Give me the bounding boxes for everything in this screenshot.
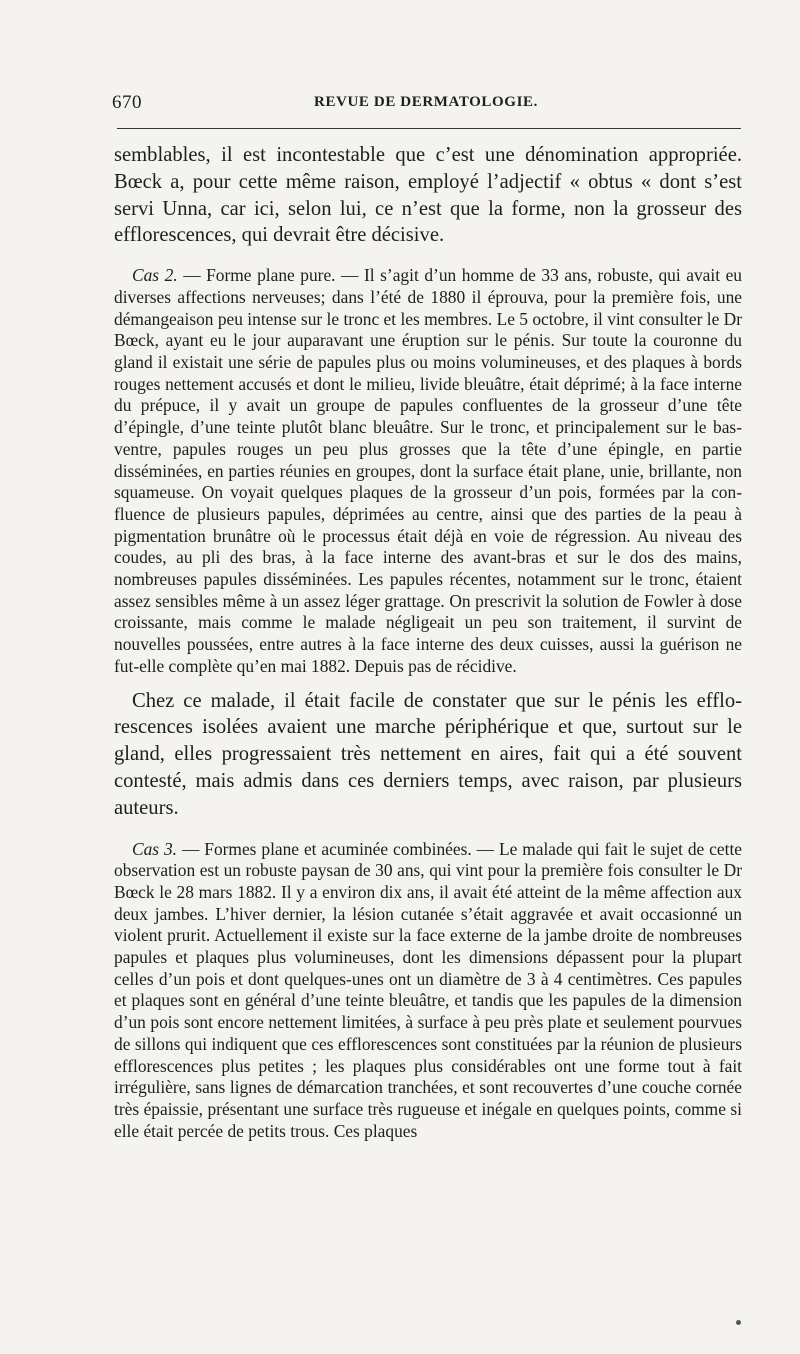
paragraph-intro: semblables, il est incontestable que c’est une dénomination appropriée. Bœck a, pour cette même raison, employé l’adjectif « obtus « dont s’est servi Unna, car ici, selon lui, ce n’est que la forme, non la grosseur des efflorescences, qui devrait être décisive. (114, 144, 742, 247)
case-text: — Forme plane pure. — Il s’agit d’un homme de 33 ans, robuste, qui avait eu diverses affections nerveuses; dans l’été de 1880 il éprouva, pour la première fois, une démangeaison peu intense sur le tronc et les membres. Le 5 octobre, il vint consulter le Dr Bœck, ayant eu le jour auparavant une éruption sur le pénis. Sur toute la couronne du gland il existait une série de papules plus ou moins volumineuses, et des plaques à bords rouges nettement accusés et dont le milieu, livide bleuâtre, était déprimé; à la face interne du prépuce, il y avait un groupe de papules confluentes de la grosseur d’une tête d’épingle, d’une teinte plutôt blanc bleuâtre. Sur le tronc, et principalement sur le bas-ventre, papules rouges un peu plus grosses que la tête d’une épingle, en partie disséminées, en parties réunies en groupes, dont la surface était plane, unie, brillante, non squameuse. On voyait quelques plaques de la grosseur d’un pois, formées par la confluence de plusieurs papules, déprimées au centre, ainsi que des parties de la peau à pigmentation brunâtre où le processus était déjà en voie de régression. Au niveau des coudes, au pli des bras, à la face interne des avant-bras et sur le dos des mains, nombreuses papules disséminées. Les papules récentes, notamment sur le tronc, étaient assez sensibles même à un assez léger grattage. On prescrivit la solution de Fowler à dose croissante, mais comme le malade négligeait un peu son traitement, il survint de nouvelles poussées, entre autres à la face interne des deux cuisses, aussi la guérison ne fut-elle complète qu’en mai 1882. Depuis pas de récidive. (114, 265, 742, 676)
paragraph-commentary: Chez ce malade, il était facile de constater que sur le pénis les efflorescences isolées avaient une marche périphérique et que, surtout sur le gland, elles progressaient très nettement en aires, fait qui a été souvent contesté, mais admis dans ces derniers temps, avec raison, par plusieurs auteurs. (114, 689, 742, 819)
header-rule (117, 128, 741, 129)
case-text: — Formes plane et acuminée combinées. — Le malade qui fait le sujet de cette observation est un robuste paysan de 30 ans, qui vint pour la première fois consulter le Dr Bœck le 28 mars 1882. Il y a environ dix ans, il avait été atteint de la même affection aux deux jambes. L’hiver dernier, la lésion cutanée s’était aggravée et avait occasionné un violent prurit. Actuellement il existe sur la face externe de la jambe droite de nombreuses papules et plaques plus volumineuses, dont les dimensions dépassent pour la plupart celles d’un pois et dont quelques-unes ont un diamètre de 3 à 4 centimètres. Ces papules et plaques sont en général d’une teinte bleuâtre, et tandis que les papules de la dimension d’un pois sont encore nettement limitées, à surface à peu près plate et seulement pourvues de sillons qui indiquent que ces efflorescences sont constituées par la réunion de plusieurs efflorescences plus petites ; les plaques plus considérables ont une forme tout à fait irrégulière, sans lignes de démarcation tranchées, et sont recouvertes d’une couche cornée très épaissie, présentant une surface très rugueuse et inégale en quelques points, comme si elle était percée de petits trous. Ces plaques (114, 838, 742, 1141)
ink-speck (736, 1320, 741, 1325)
case-label: Cas 3. (132, 838, 178, 859)
running-title: REVUE DE DERMATOLOGIE. (314, 94, 538, 110)
page-header (112, 92, 740, 120)
body-text (114, 142, 742, 1142)
page-number: 670 (112, 92, 142, 113)
paragraph-cas-3 (114, 839, 742, 1143)
case-label: Cas 2. (132, 265, 178, 286)
paragraph-cas-2 (114, 265, 742, 677)
